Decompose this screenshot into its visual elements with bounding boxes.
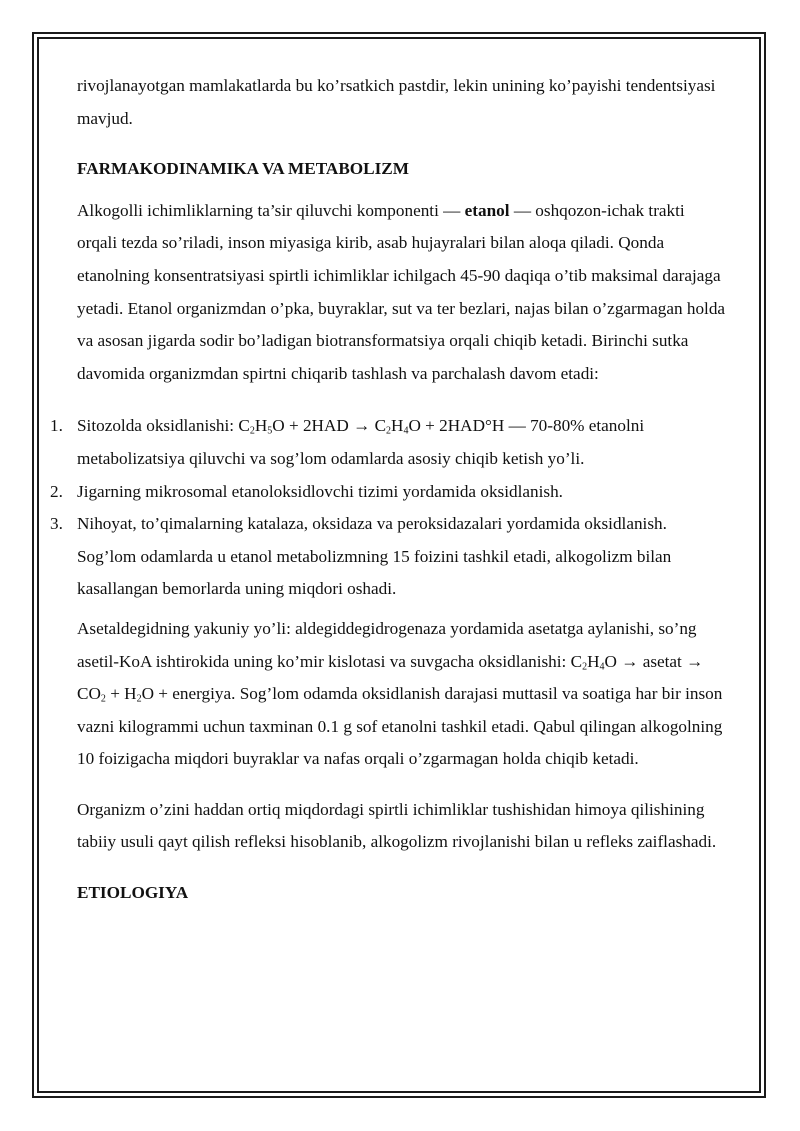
section-heading-etiology: ETIOLOGIYA: [77, 883, 189, 903]
list-number: 1.: [50, 416, 63, 436]
list-item: 2. Jigarning mikrosomal etanoloksidlovchi tizimi yordamida oksidlanish.: [77, 476, 727, 509]
list-item: 1. Sitozolda oksidlanishi: $C_2H_5O + 2HAD \to C_2H_4O + 2HAD^\circ H$ — 70-80% etanolni metabolizatsiya qiluvchi va sog’lom odamlarda asosiy chiqib ketish yo’li.: [77, 410, 727, 475]
metabolism-pathways-list: [50, 410, 727, 606]
paragraph-ethanol-absorption: Alkogolli ichimliklarning ta’sir qiluvchi komponenti — etanol — oshqozon-ichak trakti orqali tezda so’riladi, inson miyasiga kirib, asab hujayralari bilan aloqa qiladi. Qonda etanolning konsentratsiyasi spirtli ichimliklar ichilgach 45-90 daqiqa o’tib maksimal darajaga yetadi. Etanol organizmdan o’pka, buyraklar, sut va ter bezlari, najas bilan o’zgarmagan holda va asosan jigarda sodir bo’ladigan biotransformatsiya orqali chiqib ketadi. Birinchi sutka davomida organizmdan spirtni chiqarib tashlash va parchalash davom etadi:: [77, 200, 726, 383]
list-number: 3.: [50, 514, 63, 534]
paragraph-vomit-reflex: Organizm o’zini haddan ortiq miqdordagi spirtli ichimliklar tushishidan himoya qilishining tabiiy usuli qayt qilish refleksi hisoblanib, alkogolizm rivojlanishi bilan u refleks zaiflashadi.: [77, 799, 717, 852]
section-heading-pharmacodynamics: FARMAKODINAMIKA VA METABOLIZM: [77, 159, 409, 179]
paragraph-acetaldehyde-pathway: Asetaldegidning yakuniy yo’li: aldegiddegidrogenaza yordamida asetatga aylanishi, so’ng asetil-KoA ishtirokida uning ko’mir kislotasi va suvgacha oksidlanishi: $C_2H_4O$ → asetat → $CO_2 + H_2O$ + energiya. Sog’lom odamda oksidlanish darajasi muttasil va soatiga har bir inson vazni kilogrammi uchun taxminan 0.1 g sof etanolni tashkil etadi. Qabul qilingan alkogolning 10 foizigacha miqdori buyraklar va nafas orqali o’zgarmagan holda chiqib ketadi.: [77, 618, 723, 769]
bold-term-etanol: etanol: [464, 200, 510, 220]
list-item: 3. Nihoyat, to’qimalarning katalaza, oksidaza va peroksidazalari yordamida oksidlanish. Sog’lom odamlarda u etanol metabolizmning 15 foizini tashkil etadi, alkogolizm bilan kasallangan bemorlarda uning miqdori oshadi.: [77, 508, 727, 606]
intro-paragraph-tail: rivojlanayotgan mamlakatlarda bu ko’rsatkich pastdir, lekin unining ko’payishi tendentsiyasi mavjud.: [77, 76, 716, 128]
document-body: [50, 70, 727, 910]
list-number: 2.: [50, 481, 63, 501]
